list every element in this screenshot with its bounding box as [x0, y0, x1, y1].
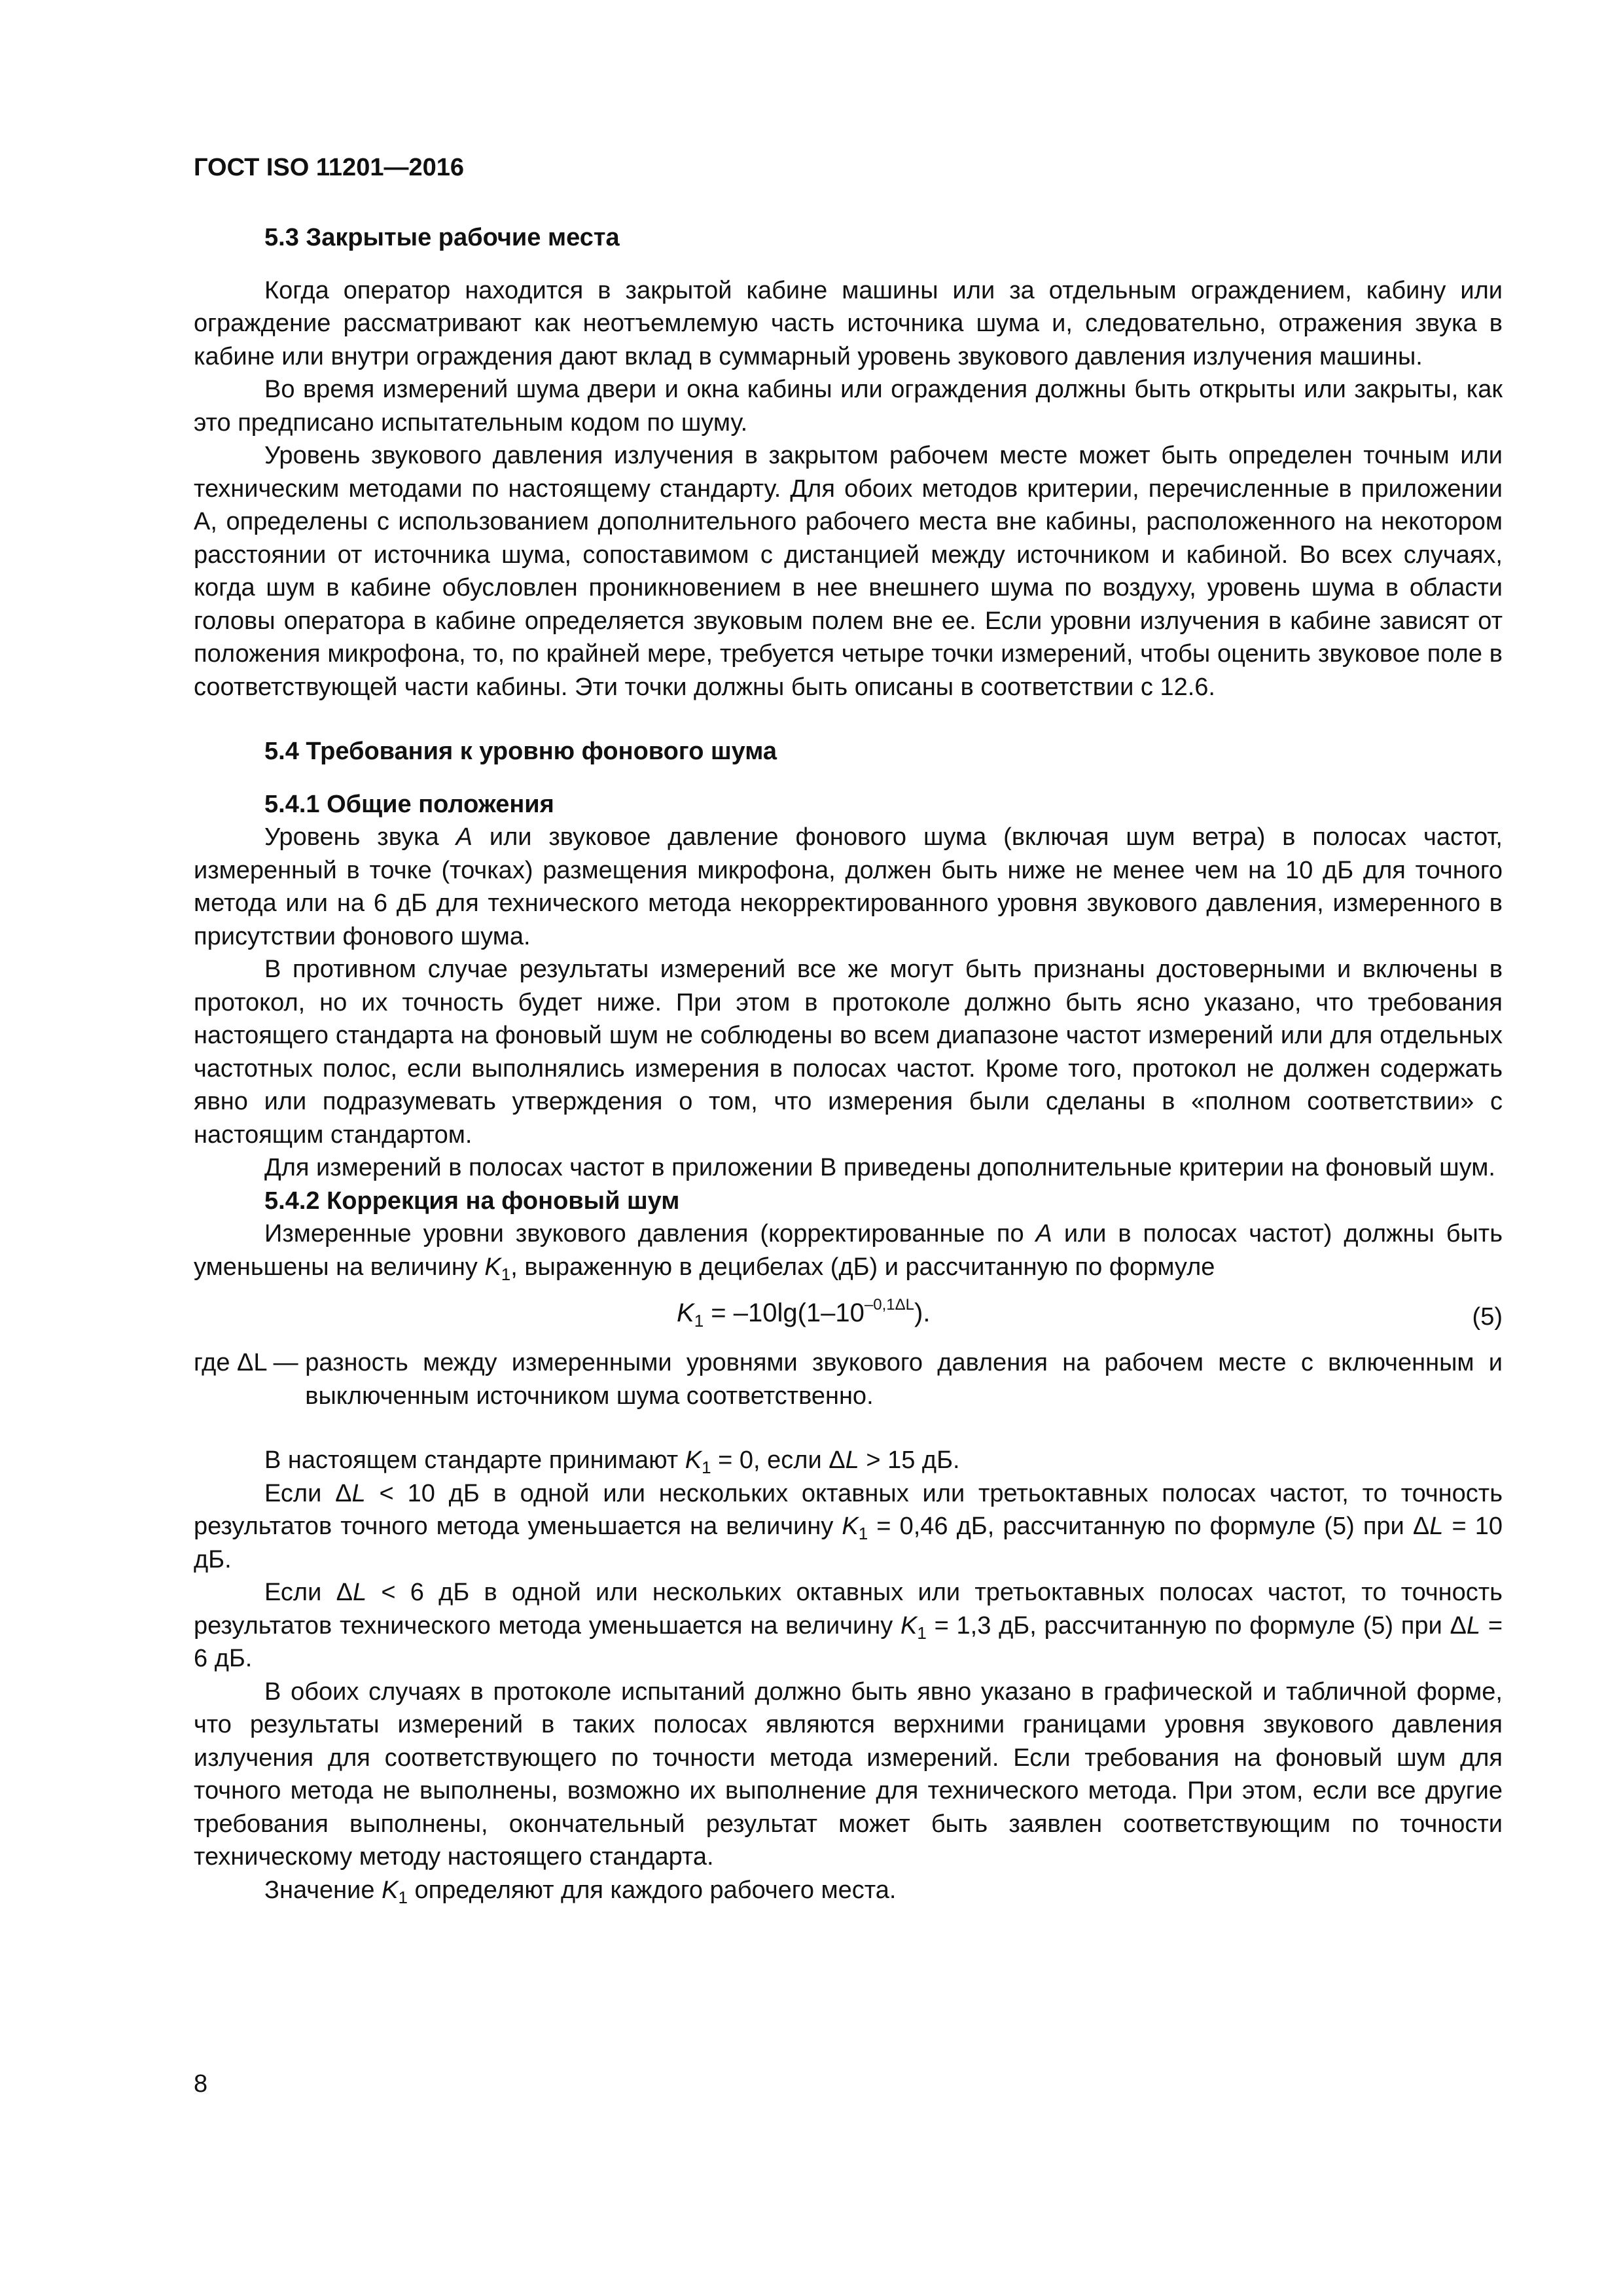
section-5-4-1-paragraph-1: Уровень звука А или звуковое давление фонового шума (включая шум ветра) в полосах частот, измеренный в точке (точках) размещения микрофона, должен быть ниже не менее чем на 10 дБ для точного метода или на 6 дБ для технического метода некорректированного уровня звукового давления, измеренного в присутствии фонового шума.: [194, 823, 1503, 950]
section-5-3-paragraph-3: Уровень звукового давления излучения в закрытом рабочем месте может быть определен точным или техническим методами по настоящему стандарту. Для обоих методов критерии, перечисленные в приложении А, определены с использованием дополнительного рабочего места вне кабины, расположенного на некотором расстоянии от источника шума, сопоставимом с дистанцией между источником и кабиной. Во всех случаях, когда шум в кабине обусловлен проникновением в нее внешнего шума по воздуху, уровень шума в области головы оператора в кабине определяется звуковым полем вне ее. Если уровни излучения в кабине зависят от положения микрофона, то, по крайней мере, требуется четыре точки измерений, чтобы оценить звуковое поле в соответствующей части кабины. Эти точки должны быть описаны в соответствии с 12.6.: [194, 442, 1503, 701]
section-5-4-2-paragraph-1: Измеренные уровни звукового давления (корректированные по А или в полосах частот) должны быть уменьшены на величину $K_1$, выраженную в децибелах (дБ) и рассчитанную по формуле: [194, 1220, 1503, 1284]
section-5-4-1-title: 5.4.1 Общие положения: [264, 790, 554, 818]
section-5-4-2-paragraph-6: Значение $K_1$ определяют для каждого рабочего места.: [264, 1876, 897, 1907]
section-5-3-title: 5.3 Закрытые рабочие места: [264, 224, 620, 251]
section-5-4-2-paragraph-2: В настоящем стандарте принимают $K_1 = 0$, если ΔL > 15 дБ.: [264, 1446, 960, 1477]
formula-5: [194, 1283, 1503, 1346]
section-5-3-paragraph-1: Когда оператор находится в закрытой кабине машины или за отдельным ограждением, кабину или ограждение рассматривают как неотъемлемую часть источника шума и, следовательно, отражения звука в кабине или внутри ограждения дают вклад в суммарный уровень звукового давления излучения машины.: [194, 276, 1503, 370]
section-5-4-2-title: 5.4.2 Коррекция на фоновый шум: [264, 1187, 680, 1215]
legend-symbol: где ΔL —: [194, 1349, 306, 1376]
standard-header: ГОСТ ISO 11201—2016: [194, 154, 464, 181]
section-5-4-title: 5.4 Требования к уровню фонового шума: [264, 738, 777, 765]
legend-definition: разность между измеренными уровнями звукового давления на рабочем месте с включенным и выключенным источником шума соответственно.: [305, 1349, 1503, 1410]
formula-number: (5): [1472, 1303, 1503, 1331]
page-number: 8: [194, 2070, 208, 2098]
section-5-4-2-paragraph-5: В обоих случаях в протоколе испытаний должно быть явно указано в графической и табличной форме, что результаты измерений в таких полосах являются верхними границами уровня звукового давления излучения для соответствующего по точности метода измерений. Если требования на фоновый шум для точного метода не выполнены, возможно их выполнение для технического метода. При этом, если все другие требования выполнены, окончательный результат может быть заявлен соответствующим по точности техническому методу настоящего стандарта.: [194, 1677, 1503, 1871]
page-content: [194, 221, 1503, 1907]
formula-legend: [194, 1346, 1503, 1412]
section-5-4-2-paragraph-3: Если ΔL < 10 дБ в одной или нескольких октавных или третьоктавных полосах частот, то точность результатов точного метода уменьшается на величину $K_1 = 0,46$ дБ, рассчитанную по формуле (5) при ΔL = 10 дБ.: [194, 1479, 1503, 1573]
formula-expression: $K_1 = -10\lg(1-10^{-0,1\Delta L})$.: [677, 1296, 931, 1331]
section-5-4-1-paragraph-2: В противном случае результаты измерений все же могут быть признаны достоверными и включены в протокол, но их точность будет ниже. При этом в протоколе должно быть ясно указано, что требования настоящего стандарта на фоновый шум не соблюдены во всем диапазоне частот измерений или для отдельных частотных полос, если выполнялись измерения в полосах частот. Кроме того, протокол не должен содержать явно или подразумевать утверждения о том, что измерения были сделаны в «полном соответствии» с настоящим стандартом.: [194, 956, 1503, 1149]
section-5-3-paragraph-2: Во время измерений шума двери и окна кабины или ограждения должны быть открыты или закрыты, как это предписано испытательным кодом по шуму.: [194, 376, 1503, 437]
section-5-4-2-paragraph-4: Если ΔL < 6 дБ в одной или нескольких октавных или третьоктавных полосах частот, то точность результатов технического метода уменьшается на величину $K_1 = 1,3$ дБ, рассчитанную по формуле (5) при ΔL = 6 дБ.: [194, 1579, 1503, 1672]
section-5-4-1-paragraph-3: Для измерений в полосах частот в приложении В приведены дополнительные критерии на фоновый шум.: [264, 1154, 1495, 1181]
